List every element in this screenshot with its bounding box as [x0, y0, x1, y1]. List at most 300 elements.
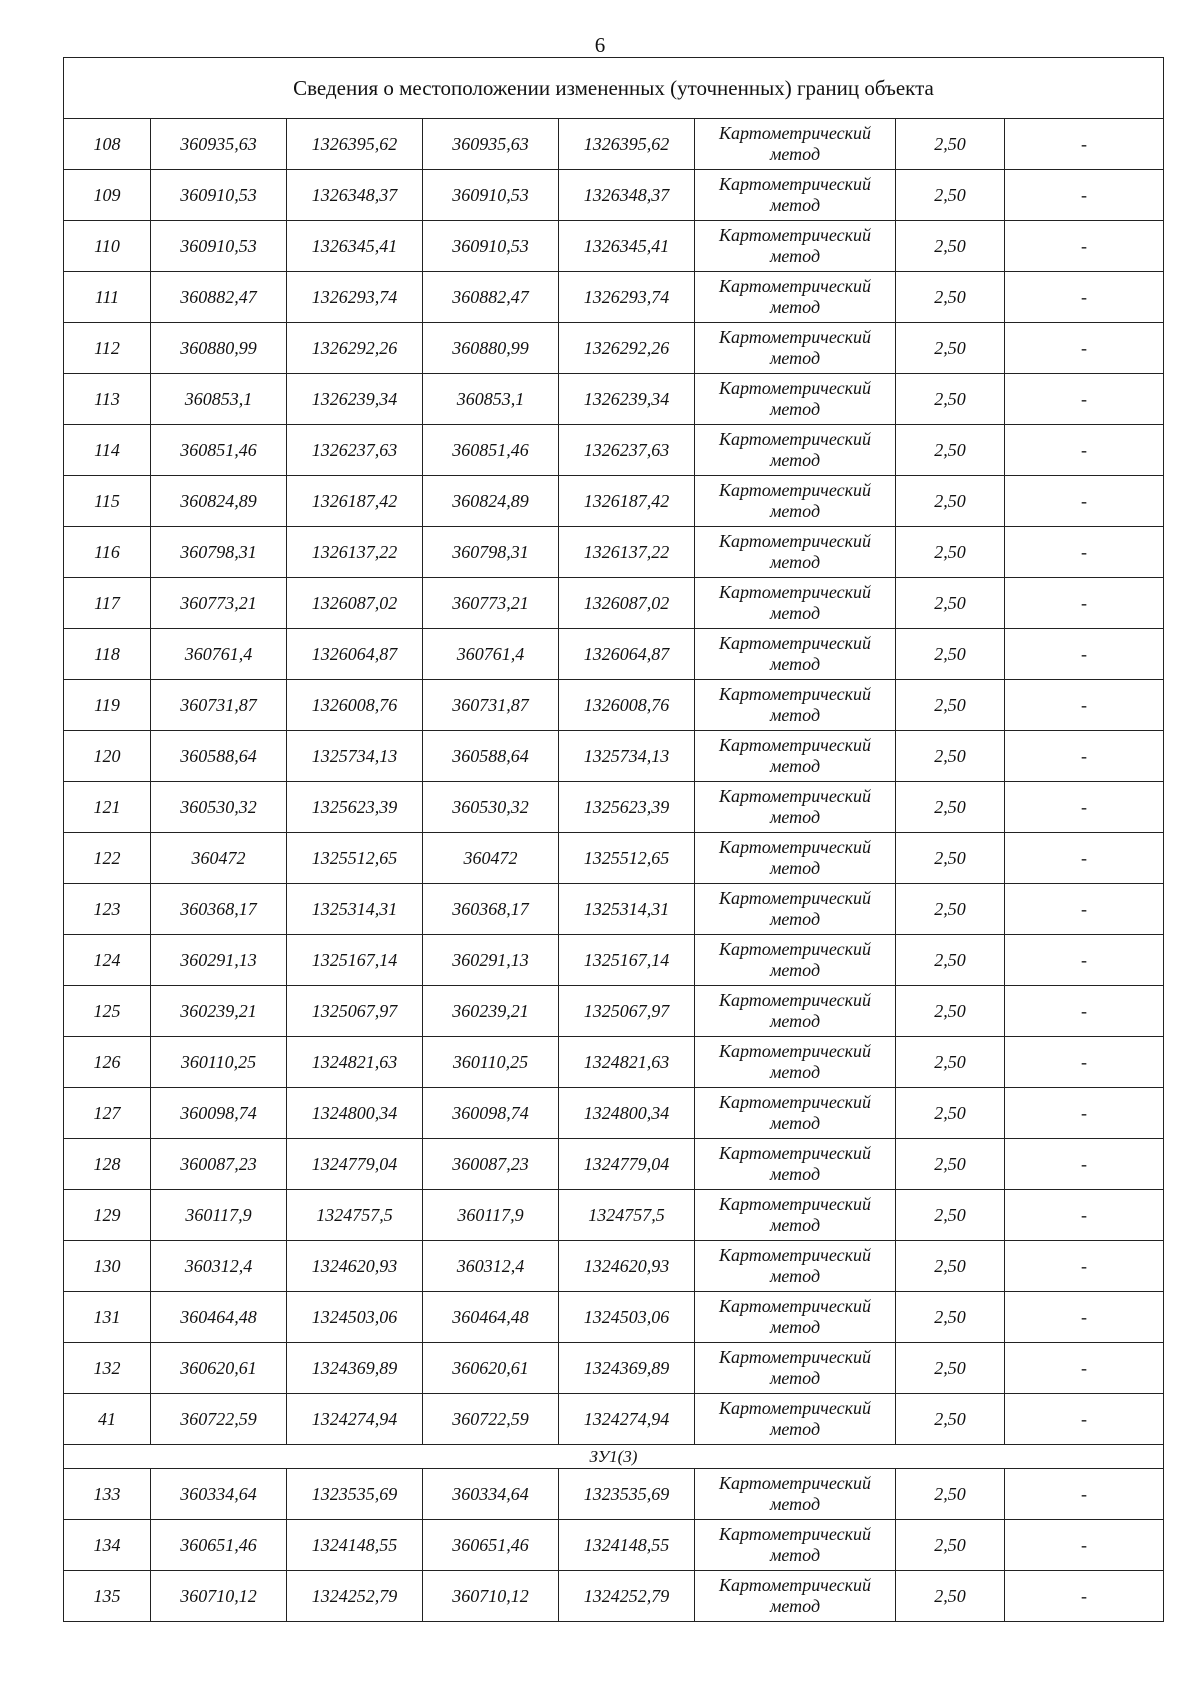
table-row: [64, 374, 1164, 425]
x-coordinate-cell: 360620,61: [423, 1343, 559, 1394]
point-number-cell: 119: [64, 680, 151, 731]
point-number-cell: 112: [64, 323, 151, 374]
table-row: [64, 1037, 1164, 1088]
method-line-2: метод: [769, 603, 821, 623]
x-coordinate-cell: 360239,21: [151, 986, 287, 1037]
method-cell: [695, 272, 896, 323]
method-line-2: метод: [769, 1596, 821, 1616]
method-line-1: Картометрический: [718, 1296, 871, 1316]
method-line-1: Картометрический: [718, 939, 871, 959]
accuracy-cell: 2,50: [896, 1241, 1005, 1292]
point-number-cell: 127: [64, 1088, 151, 1139]
point-number-cell: 123: [64, 884, 151, 935]
method-line-1: Картометрический: [718, 1473, 871, 1493]
point-number-cell: 114: [64, 425, 151, 476]
y-coordinate-cell: 1326395,62: [559, 119, 695, 170]
accuracy-cell: 2,50: [896, 425, 1005, 476]
point-number-cell: 110: [64, 221, 151, 272]
x-coordinate-cell: 360098,74: [151, 1088, 287, 1139]
method-line-2: метод: [769, 1317, 821, 1337]
table-row: [64, 833, 1164, 884]
method-line-2: метод: [769, 1164, 821, 1184]
method-cell: [695, 1037, 896, 1088]
x-coordinate-cell: 360464,48: [423, 1292, 559, 1343]
accuracy-cell: 2,50: [896, 731, 1005, 782]
x-coordinate-cell: 360291,13: [423, 935, 559, 986]
x-coordinate-cell: 360851,46: [423, 425, 559, 476]
table-row: [64, 1571, 1164, 1622]
page-number: 6: [594, 33, 606, 57]
method-cell: [695, 731, 896, 782]
method-line-1: Картометрический: [718, 888, 871, 908]
y-coordinate-cell: 1326064,87: [559, 629, 695, 680]
x-coordinate-cell: 360334,64: [151, 1469, 287, 1520]
method-line-2: метод: [769, 756, 821, 776]
y-coordinate-cell: 1324274,94: [287, 1394, 423, 1445]
method-line-2: метод: [769, 348, 821, 368]
x-coordinate-cell: 360464,48: [151, 1292, 287, 1343]
accuracy-cell: 2,50: [896, 323, 1005, 374]
description-cell: -: [1005, 731, 1164, 782]
table-row: [64, 935, 1164, 986]
coordinates-table: [63, 57, 1164, 1622]
accuracy-cell: 2,50: [896, 578, 1005, 629]
x-coordinate-cell: 360910,53: [423, 221, 559, 272]
accuracy-cell: 2,50: [896, 884, 1005, 935]
point-number-cell: 133: [64, 1469, 151, 1520]
x-coordinate-cell: 360910,53: [423, 170, 559, 221]
table-body-section: [64, 1469, 1164, 1622]
table-row: [64, 1469, 1164, 1520]
method-line-2: метод: [769, 195, 821, 215]
method-line-1: Картометрический: [718, 123, 871, 143]
method-line-1: Картометрический: [718, 1398, 871, 1418]
y-coordinate-cell: 1326239,34: [287, 374, 423, 425]
description-cell: -: [1005, 833, 1164, 884]
method-line-2: метод: [769, 909, 821, 929]
y-coordinate-cell: 1325067,97: [287, 986, 423, 1037]
method-line-2: метод: [769, 1113, 821, 1133]
x-coordinate-cell: 360880,99: [423, 323, 559, 374]
y-coordinate-cell: 1323535,69: [287, 1469, 423, 1520]
point-number-cell: 125: [64, 986, 151, 1037]
method-line-2: метод: [769, 501, 821, 521]
method-line-1: Картометрический: [718, 1524, 871, 1544]
method-line-1: Картометрический: [718, 1347, 871, 1367]
y-coordinate-cell: 1324779,04: [559, 1139, 695, 1190]
accuracy-cell: 2,50: [896, 782, 1005, 833]
accuracy-cell: 2,50: [896, 170, 1005, 221]
point-number-cell: 128: [64, 1139, 151, 1190]
table-row: [64, 1394, 1164, 1445]
method-line-2: метод: [769, 399, 821, 419]
accuracy-cell: 2,50: [896, 1139, 1005, 1190]
x-coordinate-cell: 360935,63: [151, 119, 287, 170]
accuracy-cell: 2,50: [896, 1520, 1005, 1571]
y-coordinate-cell: 1324821,63: [287, 1037, 423, 1088]
description-cell: -: [1005, 935, 1164, 986]
x-coordinate-cell: 360651,46: [151, 1520, 287, 1571]
y-coordinate-cell: 1324252,79: [287, 1571, 423, 1622]
x-coordinate-cell: 360731,87: [151, 680, 287, 731]
description-cell: -: [1005, 1241, 1164, 1292]
accuracy-cell: 2,50: [896, 1469, 1005, 1520]
accuracy-cell: 2,50: [896, 629, 1005, 680]
x-coordinate-cell: 360882,47: [423, 272, 559, 323]
y-coordinate-cell: 1326293,74: [559, 272, 695, 323]
accuracy-cell: 2,50: [896, 119, 1005, 170]
point-number-cell: 41: [64, 1394, 151, 1445]
method-cell: [695, 1469, 896, 1520]
method-line-1: Картометрический: [718, 735, 871, 755]
x-coordinate-cell: 360117,9: [151, 1190, 287, 1241]
x-coordinate-cell: 360722,59: [423, 1394, 559, 1445]
x-coordinate-cell: 360117,9: [423, 1190, 559, 1241]
accuracy-cell: 2,50: [896, 374, 1005, 425]
table-row: [64, 1241, 1164, 1292]
point-number-cell: 113: [64, 374, 151, 425]
point-number-cell: 109: [64, 170, 151, 221]
description-cell: -: [1005, 374, 1164, 425]
description-cell: -: [1005, 1088, 1164, 1139]
x-coordinate-cell: 360710,12: [423, 1571, 559, 1622]
description-cell: -: [1005, 272, 1164, 323]
y-coordinate-cell: 1325512,65: [559, 833, 695, 884]
y-coordinate-cell: 1325623,39: [559, 782, 695, 833]
y-coordinate-cell: 1325512,65: [287, 833, 423, 884]
method-cell: [695, 1292, 896, 1343]
table-title: Сведения о местоположении измененных (уточненных) границ объекта: [64, 58, 1164, 119]
x-coordinate-cell: 360588,64: [423, 731, 559, 782]
method-line-1: Картометрический: [718, 684, 871, 704]
method-line-1: Картометрический: [718, 276, 871, 296]
x-coordinate-cell: 360087,23: [423, 1139, 559, 1190]
method-line-2: метод: [769, 1011, 821, 1031]
table-row: [64, 527, 1164, 578]
accuracy-cell: 2,50: [896, 1088, 1005, 1139]
table-row: [64, 680, 1164, 731]
point-number-cell: 115: [64, 476, 151, 527]
description-cell: -: [1005, 1469, 1164, 1520]
method-cell: [695, 374, 896, 425]
x-coordinate-cell: 360851,46: [151, 425, 287, 476]
method-cell: [695, 1394, 896, 1445]
point-number-cell: 116: [64, 527, 151, 578]
accuracy-cell: 2,50: [896, 272, 1005, 323]
x-coordinate-cell: 360472: [151, 833, 287, 884]
method-cell: [695, 884, 896, 935]
table-row: [64, 986, 1164, 1037]
table-row: [64, 1190, 1164, 1241]
accuracy-cell: 2,50: [896, 680, 1005, 731]
y-coordinate-cell: 1324620,93: [287, 1241, 423, 1292]
x-coordinate-cell: 360853,1: [151, 374, 287, 425]
method-cell: [695, 833, 896, 884]
y-coordinate-cell: 1326087,02: [559, 578, 695, 629]
y-coordinate-cell: 1324369,89: [287, 1343, 423, 1394]
method-line-1: Картометрический: [718, 531, 871, 551]
y-coordinate-cell: 1324274,94: [559, 1394, 695, 1445]
x-coordinate-cell: 360798,31: [423, 527, 559, 578]
x-coordinate-cell: 360798,31: [151, 527, 287, 578]
y-coordinate-cell: 1326237,63: [559, 425, 695, 476]
x-coordinate-cell: 360935,63: [423, 119, 559, 170]
point-number-cell: 124: [64, 935, 151, 986]
table-row: [64, 476, 1164, 527]
method-line-2: метод: [769, 1266, 821, 1286]
accuracy-cell: 2,50: [896, 1394, 1005, 1445]
point-number-cell: 135: [64, 1571, 151, 1622]
table-row: [64, 1139, 1164, 1190]
method-cell: [695, 527, 896, 578]
description-cell: -: [1005, 782, 1164, 833]
accuracy-cell: 2,50: [896, 986, 1005, 1037]
description-cell: -: [1005, 425, 1164, 476]
description-cell: -: [1005, 1520, 1164, 1571]
point-number-cell: 131: [64, 1292, 151, 1343]
y-coordinate-cell: 1326239,34: [559, 374, 695, 425]
y-coordinate-cell: 1326008,76: [559, 680, 695, 731]
method-line-2: метод: [769, 705, 821, 725]
method-line-2: метод: [769, 807, 821, 827]
description-cell: -: [1005, 986, 1164, 1037]
description-cell: -: [1005, 1394, 1164, 1445]
method-line-2: метод: [769, 450, 821, 470]
x-coordinate-cell: 360312,4: [151, 1241, 287, 1292]
table-row: [64, 782, 1164, 833]
table-row: [64, 119, 1164, 170]
description-cell: -: [1005, 1037, 1164, 1088]
method-line-2: метод: [769, 1368, 821, 1388]
x-coordinate-cell: 360882,47: [151, 272, 287, 323]
method-line-1: Картометрический: [718, 429, 871, 449]
accuracy-cell: 2,50: [896, 1292, 1005, 1343]
x-coordinate-cell: 360773,21: [423, 578, 559, 629]
y-coordinate-cell: 1326348,37: [287, 170, 423, 221]
y-coordinate-cell: 1324503,06: [287, 1292, 423, 1343]
method-line-2: метод: [769, 1215, 821, 1235]
y-coordinate-cell: 1325734,13: [559, 731, 695, 782]
y-coordinate-cell: 1324503,06: [559, 1292, 695, 1343]
method-cell: [695, 1190, 896, 1241]
description-cell: -: [1005, 170, 1164, 221]
x-coordinate-cell: 360087,23: [151, 1139, 287, 1190]
method-line-2: метод: [769, 297, 821, 317]
method-cell: [695, 1139, 896, 1190]
point-number-cell: 117: [64, 578, 151, 629]
table-row: [64, 1343, 1164, 1394]
description-cell: -: [1005, 1343, 1164, 1394]
y-coordinate-cell: 1325314,31: [287, 884, 423, 935]
method-line-1: Картометрический: [718, 174, 871, 194]
point-number-cell: 108: [64, 119, 151, 170]
description-cell: -: [1005, 1139, 1164, 1190]
method-cell: [695, 1241, 896, 1292]
x-coordinate-cell: 360239,21: [423, 986, 559, 1037]
method-cell: [695, 1571, 896, 1622]
accuracy-cell: 2,50: [896, 1037, 1005, 1088]
x-coordinate-cell: 360731,87: [423, 680, 559, 731]
y-coordinate-cell: 1324800,34: [559, 1088, 695, 1139]
table-row: [64, 884, 1164, 935]
point-number-cell: 130: [64, 1241, 151, 1292]
point-number-cell: 126: [64, 1037, 151, 1088]
point-number-cell: 111: [64, 272, 151, 323]
section-label: ЗУ1(3): [64, 1445, 1164, 1469]
x-coordinate-cell: 360588,64: [151, 731, 287, 782]
y-coordinate-cell: 1326345,41: [287, 221, 423, 272]
y-coordinate-cell: 1325314,31: [559, 884, 695, 935]
x-coordinate-cell: 360824,89: [423, 476, 559, 527]
description-cell: -: [1005, 1292, 1164, 1343]
method-line-1: Картометрический: [718, 633, 871, 653]
x-coordinate-cell: 360098,74: [423, 1088, 559, 1139]
table-row: [64, 170, 1164, 221]
description-cell: -: [1005, 476, 1164, 527]
y-coordinate-cell: 1326064,87: [287, 629, 423, 680]
accuracy-cell: 2,50: [896, 1343, 1005, 1394]
y-coordinate-cell: 1324800,34: [287, 1088, 423, 1139]
y-coordinate-cell: 1324757,5: [559, 1190, 695, 1241]
x-coordinate-cell: 360110,25: [151, 1037, 287, 1088]
x-coordinate-cell: 360620,61: [151, 1343, 287, 1394]
table-row: [64, 731, 1164, 782]
table-row: [64, 629, 1164, 680]
y-coordinate-cell: 1326008,76: [287, 680, 423, 731]
y-coordinate-cell: 1324252,79: [559, 1571, 695, 1622]
method-cell: [695, 629, 896, 680]
table-row: [64, 1292, 1164, 1343]
point-number-cell: 132: [64, 1343, 151, 1394]
y-coordinate-cell: 1324148,55: [559, 1520, 695, 1571]
description-cell: -: [1005, 527, 1164, 578]
table-row: [64, 425, 1164, 476]
description-cell: -: [1005, 1571, 1164, 1622]
method-line-2: метод: [769, 1494, 821, 1514]
x-coordinate-cell: 360530,32: [151, 782, 287, 833]
method-cell: [695, 323, 896, 374]
table-row: [64, 578, 1164, 629]
method-line-1: Картометрический: [718, 582, 871, 602]
y-coordinate-cell: 1324757,5: [287, 1190, 423, 1241]
method-line-2: метод: [769, 654, 821, 674]
table-row: [64, 1088, 1164, 1139]
method-line-1: Картометрический: [718, 225, 871, 245]
x-coordinate-cell: 360773,21: [151, 578, 287, 629]
table-row: [64, 1520, 1164, 1571]
accuracy-cell: 2,50: [896, 221, 1005, 272]
description-cell: -: [1005, 884, 1164, 935]
y-coordinate-cell: 1326137,22: [559, 527, 695, 578]
x-coordinate-cell: 360761,4: [423, 629, 559, 680]
y-coordinate-cell: 1324779,04: [287, 1139, 423, 1190]
point-number-cell: 120: [64, 731, 151, 782]
y-coordinate-cell: 1325623,39: [287, 782, 423, 833]
point-number-cell: 134: [64, 1520, 151, 1571]
method-cell: [695, 1520, 896, 1571]
method-line-2: метод: [769, 960, 821, 980]
y-coordinate-cell: 1324148,55: [287, 1520, 423, 1571]
x-coordinate-cell: 360472: [423, 833, 559, 884]
point-number-cell: 129: [64, 1190, 151, 1241]
method-cell: [695, 1343, 896, 1394]
accuracy-cell: 2,50: [896, 833, 1005, 884]
method-line-1: Картометрический: [718, 1194, 871, 1214]
description-cell: -: [1005, 1190, 1164, 1241]
method-line-1: Картометрический: [718, 1092, 871, 1112]
method-cell: [695, 425, 896, 476]
point-number-cell: 118: [64, 629, 151, 680]
y-coordinate-cell: 1324620,93: [559, 1241, 695, 1292]
method-cell: [695, 986, 896, 1037]
x-coordinate-cell: 360530,32: [423, 782, 559, 833]
accuracy-cell: 2,50: [896, 1571, 1005, 1622]
x-coordinate-cell: 360710,12: [151, 1571, 287, 1622]
y-coordinate-cell: 1324821,63: [559, 1037, 695, 1088]
table-body-main: [64, 119, 1164, 1445]
point-number-cell: 122: [64, 833, 151, 884]
y-coordinate-cell: 1326187,42: [287, 476, 423, 527]
y-coordinate-cell: 1326237,63: [287, 425, 423, 476]
y-coordinate-cell: 1326292,26: [559, 323, 695, 374]
accuracy-cell: 2,50: [896, 527, 1005, 578]
description-cell: -: [1005, 221, 1164, 272]
method-line-2: метод: [769, 1419, 821, 1439]
method-line-1: Картометрический: [718, 1041, 871, 1061]
y-coordinate-cell: 1326293,74: [287, 272, 423, 323]
method-cell: [695, 1088, 896, 1139]
x-coordinate-cell: 360824,89: [151, 476, 287, 527]
method-line-1: Картометрический: [718, 990, 871, 1010]
table-row: [64, 323, 1164, 374]
x-coordinate-cell: 360651,46: [423, 1520, 559, 1571]
y-coordinate-cell: 1326395,62: [287, 119, 423, 170]
accuracy-cell: 2,50: [896, 935, 1005, 986]
method-line-1: Картометрический: [718, 378, 871, 398]
x-coordinate-cell: 360853,1: [423, 374, 559, 425]
y-coordinate-cell: 1326292,26: [287, 323, 423, 374]
y-coordinate-cell: 1326137,22: [287, 527, 423, 578]
method-cell: [695, 680, 896, 731]
y-coordinate-cell: 1323535,69: [559, 1469, 695, 1520]
method-line-2: метод: [769, 552, 821, 572]
point-number-cell: 121: [64, 782, 151, 833]
method-cell: [695, 578, 896, 629]
accuracy-cell: 2,50: [896, 1190, 1005, 1241]
description-cell: -: [1005, 323, 1164, 374]
table-row: [64, 272, 1164, 323]
method-cell: [695, 119, 896, 170]
accuracy-cell: 2,50: [896, 476, 1005, 527]
method-line-1: Картометрический: [718, 327, 871, 347]
x-coordinate-cell: 360110,25: [423, 1037, 559, 1088]
x-coordinate-cell: 360291,13: [151, 935, 287, 986]
x-coordinate-cell: 360910,53: [151, 221, 287, 272]
y-coordinate-cell: 1325167,14: [559, 935, 695, 986]
y-coordinate-cell: 1325067,97: [559, 986, 695, 1037]
method-line-1: Картометрический: [718, 1143, 871, 1163]
y-coordinate-cell: 1325167,14: [287, 935, 423, 986]
y-coordinate-cell: 1326345,41: [559, 221, 695, 272]
method-line-2: метод: [769, 858, 821, 878]
y-coordinate-cell: 1326187,42: [559, 476, 695, 527]
method-line-1: Картометрический: [718, 786, 871, 806]
method-cell: [695, 935, 896, 986]
x-coordinate-cell: 360722,59: [151, 1394, 287, 1445]
method-line-1: Картометрический: [718, 837, 871, 857]
method-line-2: метод: [769, 1545, 821, 1565]
x-coordinate-cell: 360312,4: [423, 1241, 559, 1292]
